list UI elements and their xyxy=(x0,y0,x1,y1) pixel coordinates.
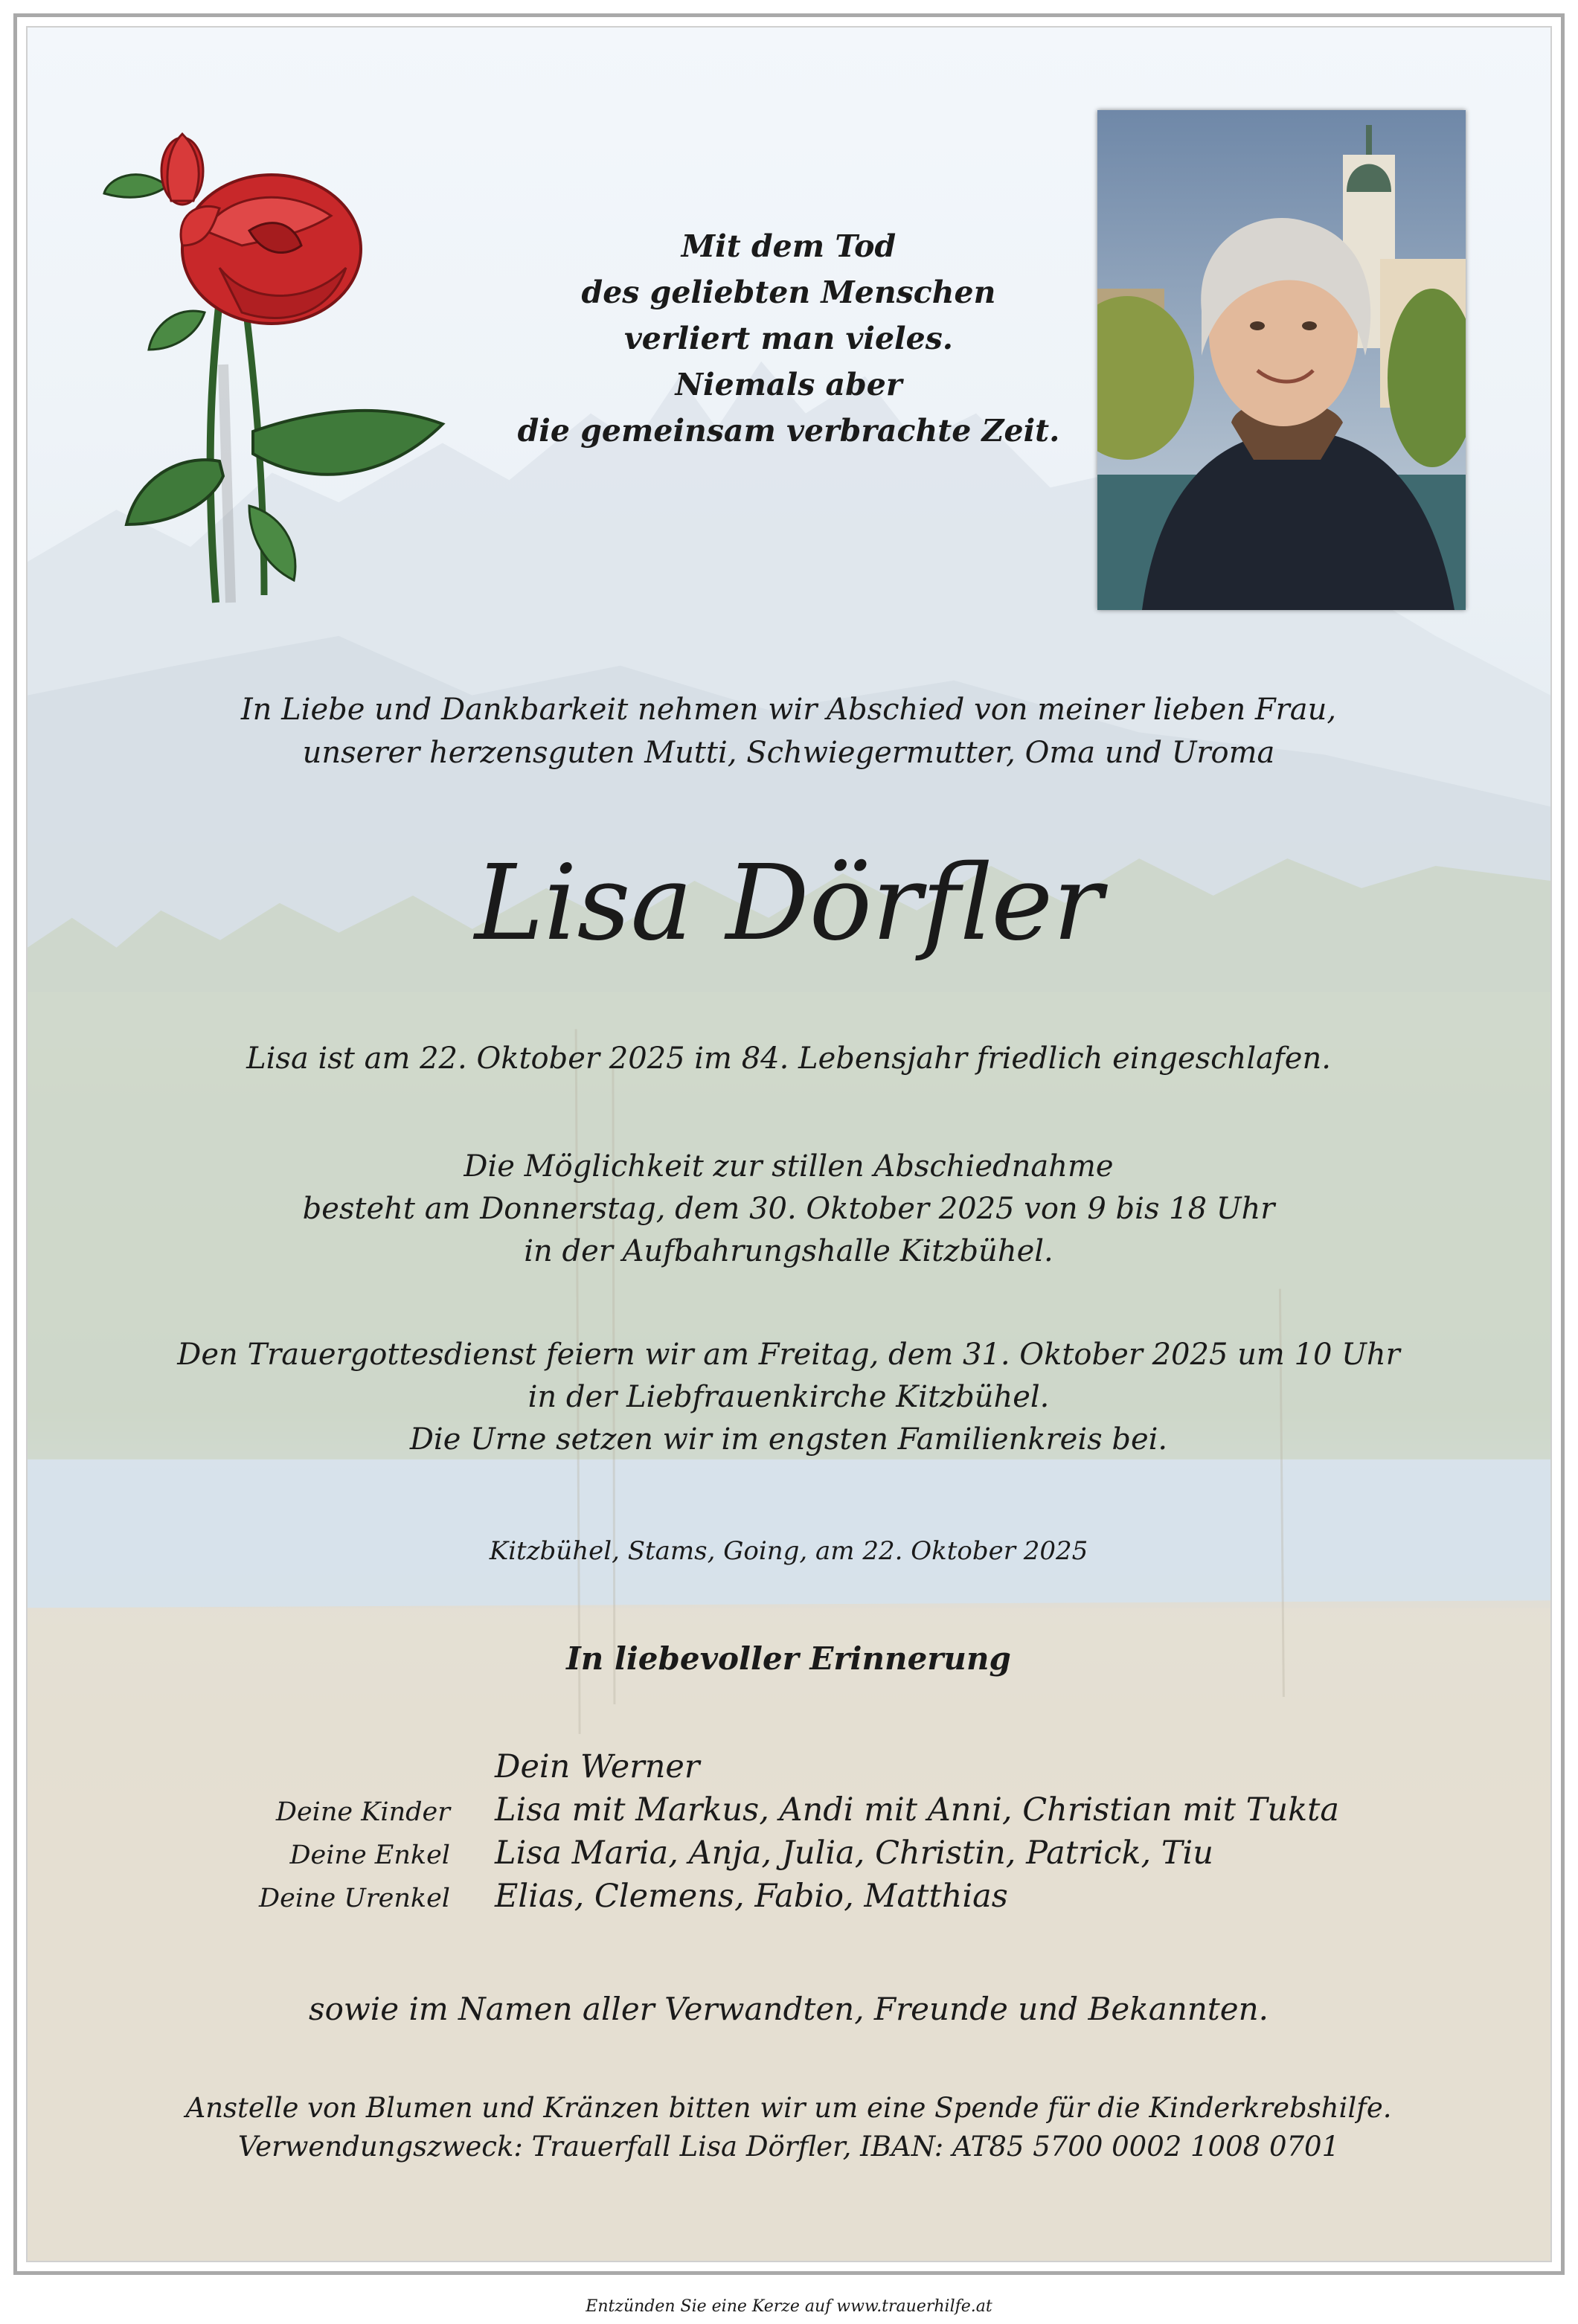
place-date: Kitzbühel, Stams, Going, am 22. Oktober 2025 xyxy=(489,1536,1088,1566)
service-line: Die Urne setzen wir im engsten Familienkreis bei. xyxy=(409,1422,1168,1457)
donation-line: Verwendungszweck: Trauerfall Lisa Dörfler, IBAN: AT85 5700 0002 1008 0701 xyxy=(237,2131,1340,2163)
poem-line: verliert man vieles. xyxy=(623,321,954,356)
family-row xyxy=(223,1748,1488,1791)
poem-line: Niemals aber xyxy=(675,367,902,402)
relatives-line: sowie im Namen aller Verwandten, Freunde und Bekannten. xyxy=(309,1991,1269,2027)
family-list xyxy=(223,1748,1488,1921)
viewing-line: Die Möglichkeit zur stillen Abschiednahme xyxy=(464,1149,1114,1184)
footer-link[interactable]: Entzünden Sie eine Kerze auf www.trauerhilfe.at xyxy=(586,2297,992,2316)
portrait-image xyxy=(1097,110,1466,610)
service-line: in der Liebfrauenkirche Kitzbühel. xyxy=(527,1380,1050,1414)
donation-info xyxy=(104,2089,1473,2166)
viewing-line: in der Aufbahrungshalle Kitzbühel. xyxy=(524,1234,1053,1268)
intro-text xyxy=(104,688,1473,774)
family-row xyxy=(223,1835,1488,1878)
family-names: Lisa Maria, Anja, Julia, Christin, Patrick, Tiu xyxy=(495,1835,1213,1872)
family-row xyxy=(223,1878,1488,1921)
family-names: Lisa mit Markus, Andi mit Anni, Christian mit Tukta xyxy=(495,1791,1340,1829)
donation-line: Anstelle von Blumen und Kränzen bitten wir um eine Spende für die Kinderkrebshilfe. xyxy=(185,2092,1392,2124)
death-notice: Lisa ist am 22. Oktober 2025 im 84. Lebensjahr friedlich eingeschlafen. xyxy=(246,1041,1331,1076)
poem-line: Mit dem Tod xyxy=(681,228,897,264)
intro-line: unserer herzensguten Mutti, Schwiegermutter, Oma und Uroma xyxy=(302,736,1275,770)
memory-heading: In liebevoller Erinnerung xyxy=(566,1640,1011,1677)
intro-line: In Liebe und Dankbarkeit nehmen wir Abschied von meiner lieben Frau, xyxy=(240,693,1337,727)
family-names: Dein Werner xyxy=(495,1748,700,1785)
family-label: Deine Enkel xyxy=(289,1840,450,1870)
service-line: Den Trauergottesdienst feiern wir am Freitag, dem 31. Oktober 2025 um 10 Uhr xyxy=(177,1338,1400,1372)
poem-line: die gemeinsam verbrachte Zeit. xyxy=(517,413,1060,449)
rose-illustration xyxy=(93,119,450,610)
family-names: Elias, Clemens, Fabio, Matthias xyxy=(495,1878,1008,1915)
portrait-photo xyxy=(1097,110,1466,610)
deceased-name: Lisa Dörfler xyxy=(474,843,1103,964)
service-info xyxy=(104,1334,1473,1461)
viewing-line: besteht am Donnerstag, dem 30. Oktober 2025 von 9 bis 18 Uhr xyxy=(302,1192,1275,1226)
viewing-info xyxy=(104,1146,1473,1273)
poem-line: des geliebten Menschen xyxy=(581,275,996,310)
family-row xyxy=(223,1791,1488,1835)
family-label: Deine Urenkel xyxy=(259,1884,450,1913)
family-label: Deine Kinder xyxy=(275,1797,450,1827)
poem xyxy=(476,223,1101,454)
